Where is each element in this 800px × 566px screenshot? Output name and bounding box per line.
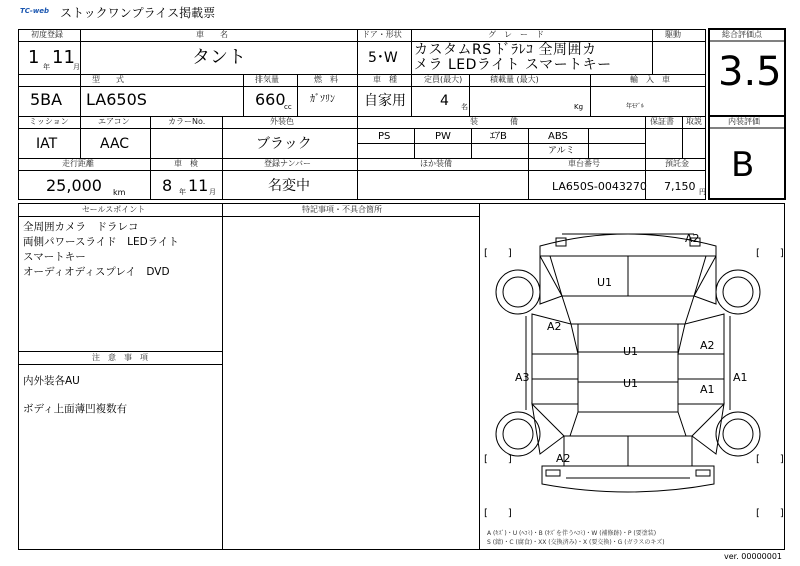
damage-note-bracket: [ ] (484, 248, 512, 259)
damage-note-bracket: [ ] (756, 508, 784, 519)
label-grade: グ レ ー ド (488, 30, 544, 39)
grade-value-line2: メラ LEDライト スマートキー (414, 57, 612, 73)
damage-legend-line1: A (ｷｽﾞ)・U (ﾍｺﾐ)・B (ｷｽﾞを伴うﾍｺﾐ)・W (補修跡)・P (要塗装) (487, 530, 657, 537)
caution-line: 内外装各AU (23, 375, 80, 387)
interior-score-value: B (731, 145, 755, 185)
label-capacity: 定員(最大) (424, 75, 463, 84)
equipment-pw: PW (435, 131, 451, 142)
label-manual: 取説 (686, 117, 702, 126)
caution-line: ボディ上面薄凹複数有 (23, 403, 128, 415)
label-chassis-no: 車台番号 (568, 159, 600, 168)
mileage-value: 25,000 (46, 176, 102, 195)
label-displacement: 排気量 (255, 75, 279, 84)
damage-legend-line2: S (錆)・C (腐食)・XX (交換済み)・X (要交換)・G (ガラスのキズ) (487, 539, 665, 546)
label-import: 輸 入 車 (630, 75, 670, 84)
label-cautions: 注 意 事 項 (92, 353, 148, 362)
inspection-year: 8 (162, 176, 173, 195)
label-load: 積載量 (最大) (490, 75, 539, 84)
vehicle-use-value: 自家用 (364, 93, 406, 109)
overall-score-value: 3.5 (718, 49, 782, 95)
equipment-abs: ABS (548, 131, 568, 142)
label-first-registration: 初度登録 (31, 30, 63, 39)
damage-mark: A2 (685, 232, 700, 245)
label-aircon: エアコン (98, 117, 130, 126)
aircon-value: AAC (100, 136, 130, 152)
displacement-unit: cc (284, 103, 292, 111)
label-other-equipment: ほか装備 (420, 159, 452, 168)
fuel-value: ｶﾞｿﾘﾝ (310, 94, 335, 105)
displacement-value: 660 (255, 90, 286, 109)
document-title: ストックワンプライス掲載票 (60, 6, 216, 20)
car-name-value: タント (192, 47, 246, 68)
label-sales-points: セールスポイント (82, 205, 146, 214)
label-fuel: 燃 料 (314, 75, 338, 84)
label-inspection: 車 検 (174, 159, 198, 168)
label-overall-score: 総合評価点 (722, 30, 762, 39)
damage-mark: A1 (700, 383, 715, 396)
price-unit: 円 (699, 188, 706, 196)
inspection-month-unit: 月 (209, 188, 216, 196)
damage-mark: U1 (623, 377, 639, 390)
damage-note-bracket: [ ] (484, 454, 512, 465)
mission-value: IAT (36, 136, 58, 152)
first-registration-year: 1 (28, 47, 40, 68)
load-unit: Kg (574, 103, 584, 111)
plate-value: 名変中 (268, 178, 310, 194)
model-value: LA650S (86, 90, 147, 109)
first-registration-year-unit: 年 (43, 63, 50, 71)
grade-value-line1: カスタムRS ﾄﾞﾗﾚｺ 全周囲カ (414, 42, 597, 58)
damage-mark: A2 (556, 452, 571, 465)
damage-note-bracket: [ ] (756, 248, 784, 259)
chassis-no-value: LA650S-0043270 (552, 180, 647, 193)
equipment-airbag: ｴｱB (490, 131, 507, 142)
label-mileage: 走行距離 (62, 159, 94, 168)
sales-point-line: オーディオディスプレイ DVD (23, 266, 170, 278)
version-label: ver. 00000001 (724, 552, 783, 561)
mileage-unit: km (113, 188, 126, 197)
label-warranty: 保証書 (650, 117, 674, 126)
damage-mark: A1 (733, 371, 748, 384)
import-model-year: 年ﾓﾃﾞﾙ (626, 103, 645, 110)
first-registration-month: 11 (52, 47, 75, 68)
label-price: 預託金 (665, 159, 689, 168)
sales-point-line: スマートキー (23, 251, 86, 263)
damage-mark: A3 (515, 371, 530, 384)
label-drive: 駆動 (665, 30, 681, 39)
label-exterior-color: 外装色 (270, 117, 294, 126)
equipment-ps: PS (378, 131, 391, 142)
capacity-value: 4 (440, 93, 449, 109)
sales-point-line: 全周囲カメラ ドラレコ (23, 221, 139, 233)
label-interior-score: 内装評価 (728, 117, 760, 126)
label-car-name: 車 名 (196, 30, 228, 39)
damage-note-bracket: [ ] (756, 454, 784, 465)
damage-mark: U1 (623, 345, 639, 358)
label-vehicle-use: 車 種 (373, 75, 397, 84)
capacity-unit: 名 (461, 103, 468, 111)
first-registration-month-unit: 月 (73, 63, 80, 71)
model-prefix: 5BA (30, 90, 63, 109)
label-color-no: カラーNo. (168, 117, 206, 126)
inspection-year-unit: 年 (179, 188, 186, 196)
price-value: 7,150 (664, 180, 696, 193)
damage-mark: U1 (597, 276, 613, 289)
label-plate: 登録ナンバー (264, 159, 312, 168)
label-special-notes: 特記事項・不具合箇所 (302, 205, 382, 214)
sales-point-line: 両側パワースライド LEDライト (23, 236, 179, 248)
tc-web-logo: TC-web (20, 7, 50, 15)
label-model: 型 式 (92, 75, 124, 84)
damage-mark: A2 (547, 320, 562, 333)
damage-note-bracket: [ ] (484, 508, 512, 519)
equipment-alloy-wheels: アルミ (548, 146, 575, 156)
inspection-month: 11 (188, 176, 209, 195)
door-shape-value: 5･W (368, 50, 398, 66)
damage-mark: A2 (700, 339, 715, 352)
label-mission: ミッション (29, 117, 69, 126)
exterior-color-value: ブラック (256, 136, 312, 152)
label-door-shape: ドア・形状 (362, 30, 402, 39)
label-equipment: 装 備 (470, 117, 518, 126)
